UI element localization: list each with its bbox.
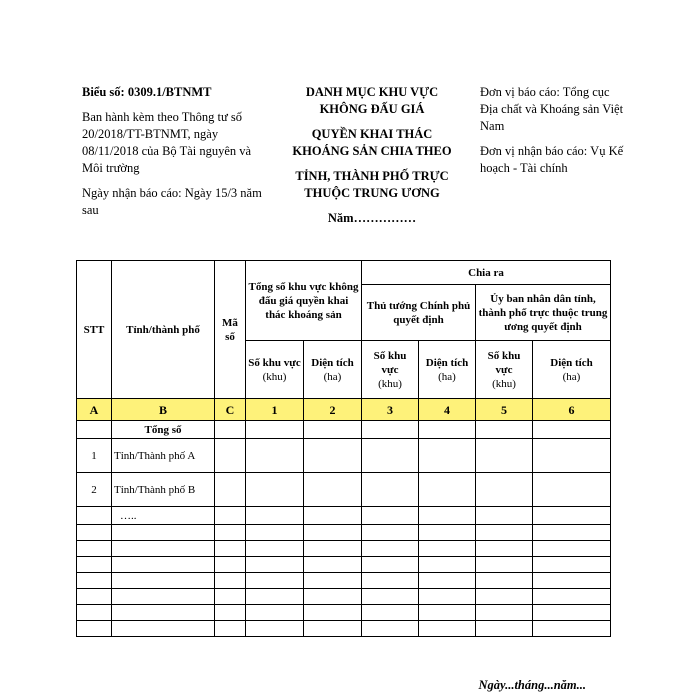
code-cell: 1 — [246, 399, 304, 421]
table-row — [77, 473, 611, 507]
header-breakdown: Chia ra — [362, 261, 611, 285]
code-cell: 4 — [419, 399, 476, 421]
sub-count-2: Số khu vực (khu) — [362, 341, 419, 399]
header-stt: STT — [77, 261, 112, 399]
row-stt: 1 — [77, 439, 112, 473]
sub-area-1: Diện tích (ha) — [304, 341, 362, 399]
sub-area-2: Diện tích (ha) — [419, 341, 476, 399]
receiving-unit: Đơn vị nhận báo cáo: Vụ Kế hoạch - Tài chính — [480, 144, 624, 175]
header-ppc: Ủy ban nhân dân tỉnh, thành phố trực thuộc trung ương quyết định — [476, 285, 611, 341]
title-line-1: DANH MỤC KHU VỰC KHÔNG ĐẤU GIÁ — [305, 85, 439, 116]
form-number: Biểu số: 0309.1/BTNMT — [82, 85, 212, 99]
row-stt: 2 — [77, 473, 112, 507]
header-left — [82, 84, 272, 227]
empty-row — [77, 589, 611, 605]
year-line: Năm…………… — [327, 211, 417, 225]
header-title — [282, 84, 462, 235]
report-table — [76, 260, 611, 637]
code-cell: C — [215, 399, 246, 421]
empty-row — [77, 557, 611, 573]
code-cell: 5 — [476, 399, 533, 421]
footer-date: Ngày...tháng...năm... — [478, 678, 586, 692]
code-cell: 6 — [533, 399, 611, 421]
code-cell: 3 — [362, 399, 419, 421]
header-right — [480, 84, 630, 185]
table-row — [77, 439, 611, 473]
row-stt — [77, 507, 112, 525]
row-name: Tỉnh/Thành phố B — [112, 473, 215, 507]
empty-row — [77, 621, 611, 637]
empty-row — [77, 573, 611, 589]
row-name: Tỉnh/Thành phố A — [112, 439, 215, 473]
header-province: Tỉnh/thành phố — [112, 261, 215, 399]
title-line-2: QUYỀN KHAI THÁC KHOÁNG SẢN CHIA THEO — [292, 127, 452, 158]
total-row — [77, 421, 611, 439]
receive-date: Ngày nhận báo cáo: Ngày 15/3 năm sau — [82, 186, 262, 217]
header-pm: Thủ tướng Chính phủ quyết định — [362, 285, 476, 341]
sub-area-3: Diện tích (ha) — [533, 341, 611, 399]
code-cell: B — [112, 399, 215, 421]
row-name: ….. — [112, 507, 215, 525]
header-code: Mã số — [215, 261, 246, 399]
code-cell: A — [77, 399, 112, 421]
empty-row — [77, 605, 611, 621]
title-line-3: TỈNH, THÀNH PHỐ TRỰC THUỘC TRUNG ƯƠNG — [295, 169, 449, 200]
code-cell: 2 — [304, 399, 362, 421]
sub-count-1: Số khu vực (khu) — [246, 341, 304, 399]
reporting-unit: Đơn vị báo cáo: Tổng cục Địa chất và Khoáng sản Việt Nam — [480, 85, 624, 133]
empty-row — [77, 541, 611, 557]
header-total-group: Tổng số khu vực không đấu giá quyền khai thác khoáng sản — [246, 261, 362, 341]
issued-with: Ban hành kèm theo Thông tư số 20/2018/TT-BTNMT, ngày 08/11/2018 của Bộ Tài nguyên và Môi trường — [82, 110, 252, 175]
code-row — [77, 399, 611, 421]
total-label: Tổng số — [112, 421, 215, 439]
sub-count-3: Số khu vực (khu) — [476, 341, 533, 399]
table-row — [77, 507, 611, 525]
empty-row — [77, 525, 611, 541]
